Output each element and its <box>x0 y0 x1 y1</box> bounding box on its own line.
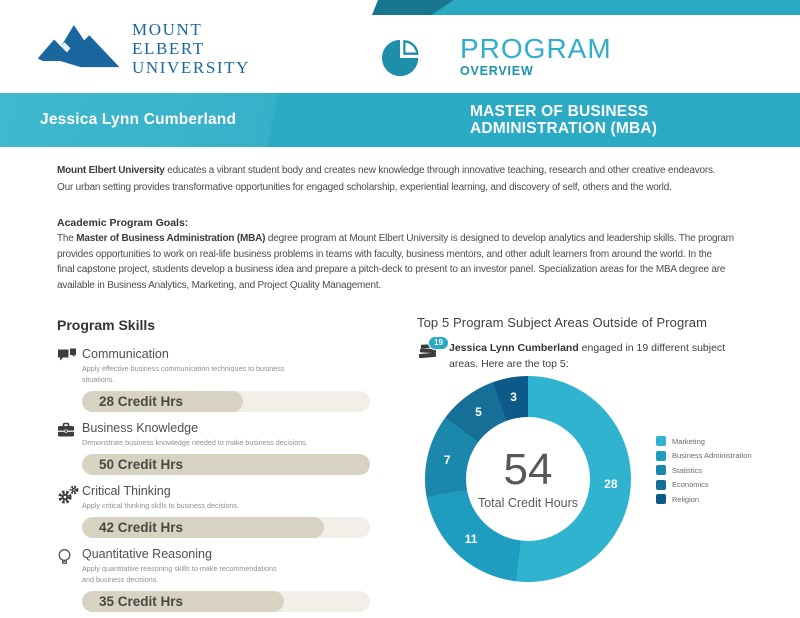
legend-swatch <box>656 480 666 490</box>
skill-description <box>82 363 389 385</box>
legend-item <box>656 463 752 478</box>
skill-title: Critical Thinking <box>82 484 171 498</box>
intro-line1-rest: educates a vibrant student body and creates new knowledge through innovative teaching, research and other creative endeavors. <box>164 165 716 176</box>
skill-body <box>82 547 389 612</box>
lightbulb-icon <box>57 547 82 612</box>
donut-segment-label: 7 <box>443 452 451 467</box>
program-banner <box>381 33 612 85</box>
intro-lead: Mount Elbert University <box>57 165 165 176</box>
total-credit-hours-value: 54 <box>503 445 553 494</box>
content <box>0 147 800 618</box>
goals-prefix: The <box>57 233 77 244</box>
goals-line-1 <box>57 231 750 247</box>
donut-segment-label: 3 <box>510 390 517 405</box>
credit-hours-label: 50 Credit Hrs <box>99 457 184 472</box>
legend-item <box>656 434 752 449</box>
skill-body <box>82 421 389 475</box>
donut-segment-label: 28 <box>604 476 618 491</box>
skill-desc-line: Apply quantitative reasoning skills to make recommendations <box>82 564 277 573</box>
donut-center <box>466 417 590 541</box>
note-line-2: areas. Here are the top 5: <box>449 358 569 370</box>
legend-label: Business Administration <box>672 451 752 461</box>
subjects-note-text <box>449 340 725 372</box>
legend-swatch <box>656 494 666 504</box>
skill-quantitative-reasoning <box>57 547 389 612</box>
goals-heading: Academic Program Goals: <box>57 217 189 229</box>
skill-description <box>82 563 389 585</box>
university-name-line1: MOUNT <box>132 20 203 39</box>
credit-hours-bar-fill <box>82 517 324 538</box>
donut-chart <box>425 376 631 582</box>
banner-subtitle: OVERVIEW <box>460 64 534 78</box>
skill-description <box>82 437 389 448</box>
donut-chart-area <box>417 374 750 618</box>
skill-desc-line: situations. <box>82 375 115 384</box>
subject-areas-heading: Top 5 Program Subject Areas Outside of Program <box>417 315 708 330</box>
skill-body <box>82 347 389 412</box>
donut-segment-label: 5 <box>475 405 482 420</box>
credit-hours-bar-fill <box>82 454 370 475</box>
skill-communication <box>57 347 389 412</box>
skill-title: Quantitative Reasoning <box>82 547 212 561</box>
total-credit-hours-label: Total Credit Hours <box>477 496 579 510</box>
credit-hours-bar-fill <box>82 391 243 412</box>
credit-hours-label: 35 Credit Hrs <box>99 594 184 609</box>
university-name <box>132 14 250 77</box>
credit-hours-bar <box>82 454 370 475</box>
credit-hours-label: 28 Credit Hrs <box>99 394 184 409</box>
goals-lead: Master of Business Administration (MBA) <box>76 233 266 244</box>
header-band <box>0 93 800 147</box>
credit-hours-bar <box>82 591 370 612</box>
legend-label: Marketing <box>672 436 705 446</box>
legend-item <box>656 492 752 507</box>
skill-desc-line: Apply effective business communication techniques to business <box>82 364 285 373</box>
skill-body <box>82 484 389 538</box>
credit-hours-label: 42 Credit Hrs <box>99 520 184 535</box>
skill-desc-line: and business decisions. <box>82 575 159 584</box>
chart-legend <box>656 434 752 507</box>
subjects-note <box>417 340 750 372</box>
legend-swatch <box>656 465 666 475</box>
skill-title: Communication <box>82 347 169 361</box>
credit-hours-bar <box>82 517 370 538</box>
skill-desc-line: Demonstrate business knowledge needed to make business decisions. <box>82 438 308 447</box>
goals-section <box>57 216 750 293</box>
program-skills-column <box>57 311 389 618</box>
briefcase-icon <box>57 421 82 475</box>
books-icon-wrap <box>417 340 449 372</box>
goals-line-4: available in Business Analytics, Marketing, and Project Quality Management. <box>57 279 382 291</box>
student-name: Jessica Lynn Cumberland <box>40 111 237 128</box>
chat-bubbles-icon <box>57 347 82 412</box>
skill-title: Business Knowledge <box>82 421 199 435</box>
intro-line-1 <box>57 163 750 180</box>
legend-label: Statistics <box>672 465 703 475</box>
intro-line-2: Our urban setting provides transformative opportunities for engaged scholarship, experiential learning, and discovery of self, others and the world. <box>57 181 672 193</box>
subject-count-badge: 19 <box>428 336 449 350</box>
skill-critical-thinking <box>57 484 389 538</box>
donut-segment-label: 11 <box>464 532 478 547</box>
university-name-line2: ELBERT <box>132 39 205 58</box>
legend-item <box>656 478 752 493</box>
goals-line1-rest: degree program at Mount Elbert University is designed to develop analytics and leadership skills. The program <box>265 233 734 244</box>
university-logo <box>36 14 250 77</box>
legend-label: Economics <box>672 480 709 490</box>
skill-description <box>82 500 389 511</box>
subject-areas-column <box>389 311 750 618</box>
program-name: MASTER OF BUSINESS ADMINISTRATION (MBA) <box>470 103 658 137</box>
credit-hours-bar-fill <box>82 591 284 612</box>
note-student-name: Jessica Lynn Cumberland <box>449 342 579 354</box>
gears-icon <box>57 484 82 538</box>
skill-business-knowledge <box>57 421 389 475</box>
legend-label: Religion <box>672 494 700 504</box>
banner-title: PROGRAM <box>460 33 612 64</box>
pie-chart-icon <box>381 36 423 85</box>
legend-swatch <box>656 436 666 446</box>
two-column-layout <box>57 311 750 618</box>
note-line-1 <box>449 340 725 356</box>
credit-hours-bar <box>82 391 370 412</box>
goals-line-2: provides opportunities to work on real-life business problems in teams with faculty, business mentors, and other adult learners from around the world. In the <box>57 248 712 260</box>
legend-item <box>656 449 752 464</box>
mountain-icon <box>36 14 122 77</box>
program-banner-text <box>460 35 612 78</box>
program-skills-heading: Program Skills <box>57 317 156 333</box>
skill-desc-line: Apply critical thinking skills to business decisions. <box>82 501 239 510</box>
university-name-line3: UNIVERSITY <box>132 58 250 77</box>
header-top <box>0 0 800 93</box>
legend-swatch <box>656 451 666 461</box>
note-line1-rest: engaged in 19 different subject <box>578 342 726 354</box>
intro-paragraph <box>57 163 750 196</box>
goals-line-3: final capstone project, students develop a business idea and prepare a pitch-deck to present to an investor panel. Specialization areas for the MBA degree are <box>57 264 726 275</box>
